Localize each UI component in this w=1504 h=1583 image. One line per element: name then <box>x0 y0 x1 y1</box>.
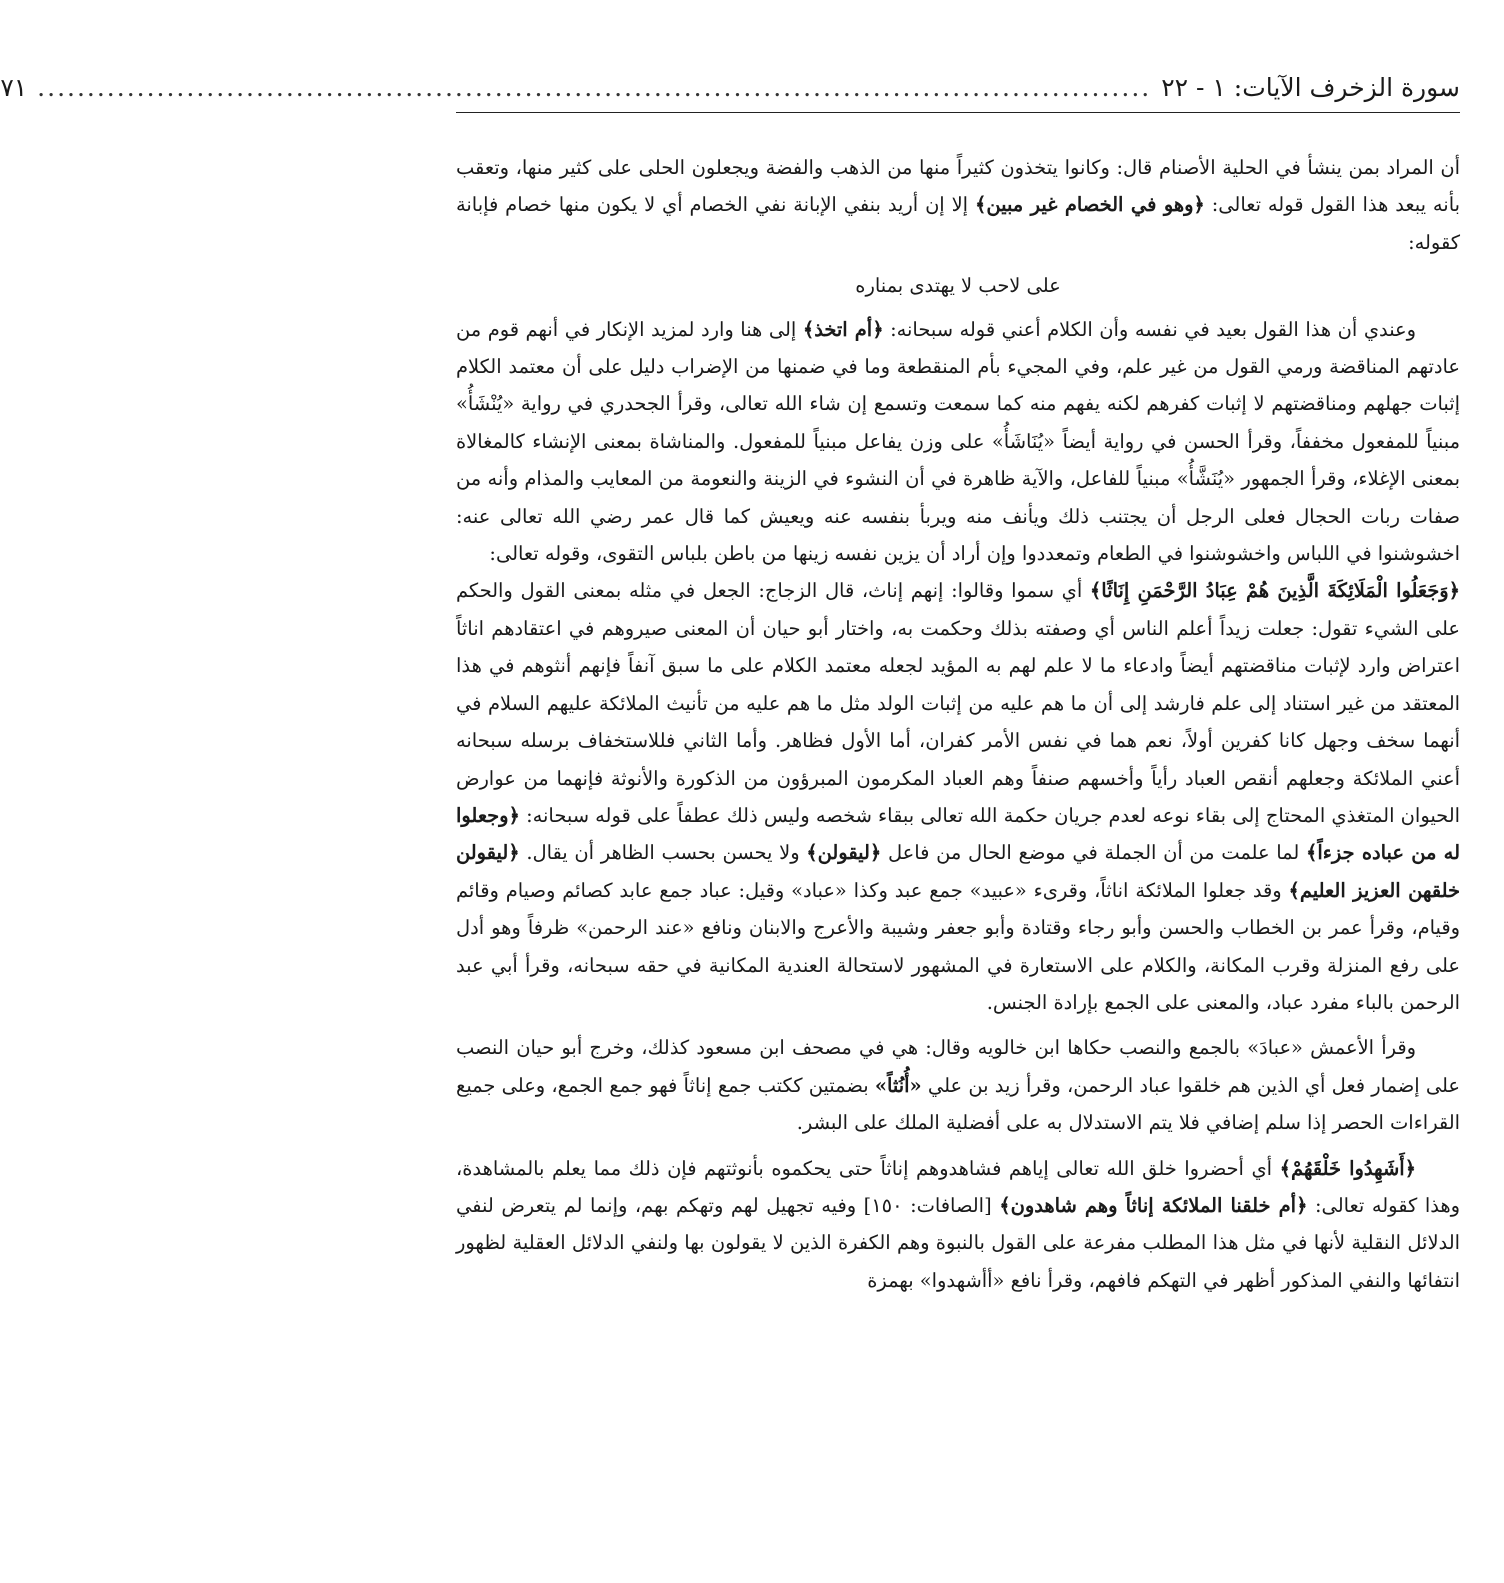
paragraph-1 <box>456 149 1460 261</box>
page-body <box>456 149 1460 1299</box>
text-run: أن المراد بمن ينشأ في الحلية الأصنام قال: وكانوا يتخذون كثيراً منها من الذهب والفضة ويجعلون الحلى على كثير منها، وتعقب بأنه يبعد هذا القول قوله تعالى: <box>456 156 1461 217</box>
paragraph-5 <box>456 1150 1460 1300</box>
text-run: بضمتين ككتب جمع إناثاً فهو جمع الجمع، وعلى جميع القراءات الحصر إذا سلم إضافي فلا يتم الاستدلال به على أفضلية الملك على البشر. <box>456 1073 1460 1135</box>
quran-quote: ﴿ليقولن﴾ <box>806 841 882 865</box>
text-run: [الصافات: ١٥٠] وفيه تجهيل لهم وتهكم بهم، وإنما لم يتعرض لنفي الدلائل النقلية لأنها في مثل هذا المطلب مفرعة على القول بالنبوة وهم الكفرة الذين لا يقولون بها ولنفي الدلائل العقلية لظهور انتفائها والنفي المذكور أظهر في التهكم فافهم، وقرأ نافع «أأشهدوا» بهمزة <box>456 1193 1460 1292</box>
quran-quote: ﴿أَشَهِدُوا خَلْقَهُمْ﴾ <box>1279 1156 1416 1180</box>
quran-quote: ﴿وَجَعَلُوا الْمَلَائِكَةَ الَّذِينَ هُمْ عِبَادُ الرَّحْمَنِ إِنَاثًا﴾ <box>1089 579 1460 603</box>
text-run: ولا يحسن بحسب الظاهر أن يقال. <box>519 841 807 865</box>
quran-quote: ﴿وهو في الخصام غير مبين﴾ <box>974 193 1205 217</box>
text-run: إلى هنا وارد لمزيد الإنكار في أنهم قوم من عادتهم المناقضة ورمي القول من غير علم، وفي المجيء بأم المنقطعة وما في ضمنها من الإضراب دليل على أن معتمد الكلام إثبات جهلهم ومناقضتهم لا إثبات كفرهم لكنه يفهم منه كما سمعت وتسمع إن شاء الله تعالى، وقرأ الجحدري في رواية «يُنْشَأُ» مبنياً للمفعول مخففاً، وقرأ الحسن في رواية أيضاً «يُنَاشَأُ» على وزن يفاعل مبنياً للمفعول. والمناشاة بمعنى الإنشاء كالمغالاة بمعنى الإغلاء، وقرأ الجمهور «يُنَشَّأُ» مبنياً للفاعل، والآية ظاهرة في أن النشوء في الزينة والنعومة من المعايب والمذام وأنه من صفات ربات الحجال فعلى الرجل أن يجتنب ذلك ويأنف منه ويربأ بنفسه عنه ويعيش كما قال عمر رضي الله تعالى عنه: اخشوشنوا في اللباس واخشوشنوا في الطعام وتمعددوا وإن أراد أن يزين نفسه زينها من باطن بلباس التقوى، وقوله تعالى: <box>456 317 1460 566</box>
running-title: سورة الزخرف الآيات: ١ - ٢٢ <box>1161 73 1460 102</box>
paragraph-2 <box>456 311 1460 573</box>
quran-quote: ﴿أم اتخذ﴾ <box>802 317 884 341</box>
paragraph-4 <box>456 1029 1460 1141</box>
text-run: أي أحضروا خلق الله تعالى إياهم فشاهدوهم إناثاً حتى يحكموه بأنوثتهم فإن ذلك مما يعلم بالمشاهدة، وهذا كقوله تعالى: <box>456 1156 1460 1217</box>
quran-quote: ﴿أم خلقنا الملائكة إناثاً وهم شاهدون﴾ <box>999 1193 1308 1217</box>
page-number: ٧١ <box>0 73 28 102</box>
text-run: إلا إن أريد بنفي الإبانة نفي الخصام أي لا يكون منها خصام فإبانة كقوله: <box>456 193 1460 254</box>
quran-quote: «أُنُثاً» <box>874 1073 922 1097</box>
text-run: أي سموا وقالوا: إنهم إناث، قال الزجاج: الجعل في مثله بمعنى القول والحكم على الشيء تقول: جعلت زيداً أعلم الناس أي وصفته بذلك وحكمت به، واختار أبو حيان أن المعنى صيروهم في اعتقادهم اناثاً اعتراض وارد لإثبات مناقضتهم أيضاً وادعاء ما لا علم لهم به المؤيد لجعله معتمد الكلام على ما سبق آنفاً فإنهم أنثوهم في هذا المعتقد من غير استناد إلى علم فارشد إلى أن ما هم عليه من إثبات الولد مثل ما هم عليه من تأنيث الملائكة عليهم السلام في أنهما سخف وجهل كانا كفرين أولاً، نعم هما في نفس الأمر كفران، أما الأول فظاهر. وأما الثاني فللاستخفاف برسله سبحانه أعني الملائكة وجعلهم أنقص العباد رأياً وأخسهم صنفاً وهم العباد المكرمون المبرؤون من الذكورة والأنوثة فإنهما من عوارض الحيوان المتغذي المحتاج إلى بقاء نوعه لعدم جريان حكمة الله تعالى ببقاء شخصه وليس ذلك عطفاً على قوله سبحانه: <box>456 579 1460 827</box>
text-run: وقد جعلوا الملائكة اناثاً، وقرىء «عبيد» جمع عبد وكذا «عباد» وقيل: عباد جمع عابد كصائم وصيام وقائم وقيام، وقرأ عمر بن الخطاب والحسن وأبو رجاء وقتادة وأبو جعفر وشيبة والأعرج والابنان ونافع «عند الرحمن» ظرفاً وهو أدل على رفع المنزلة وقرب المكانة، والكلام على الاستعارة في المشهور لاستحالة العندية المكانية في حقه سبحانه، وقرأ أبي عبد الرحمن بالباء مفرد عباد، والمعنى على الجمع بإرادة الجنس. <box>456 878 1460 1014</box>
quran-quote: ﴿وجعلوا له من عباده جزءاً﴾ <box>456 803 1460 865</box>
page-header <box>0 68 1460 113</box>
text-run: لما علمت من أن الجملة في موضع الحال من فاعل <box>881 841 1306 865</box>
poetry-verse: على لاحب لا يهتدى بمناره <box>855 274 1061 298</box>
quran-quote: ﴿ليقولن خلقهن العزيز العليم﴾ <box>456 841 1460 902</box>
text-run: وعندي أن هذا القول بعيد في نفسه وأن الكلام أعني قوله سبحانه: <box>883 317 1416 341</box>
paragraph-3 <box>456 572 1460 1021</box>
leader-dots: ................................................................................................................ <box>37 73 1152 102</box>
text-run: وقرأ الأعمش «عبادَ» بالجمع والنصب حكاها ابن خالويه وقال: هي في مصحف ابن مسعود كذلك، وخرج أبو حيان النصب على إضمار فعل أي الذين هم خلقوا عباد الرحمن، وقرأ زيد بن علي <box>456 1036 1460 1097</box>
